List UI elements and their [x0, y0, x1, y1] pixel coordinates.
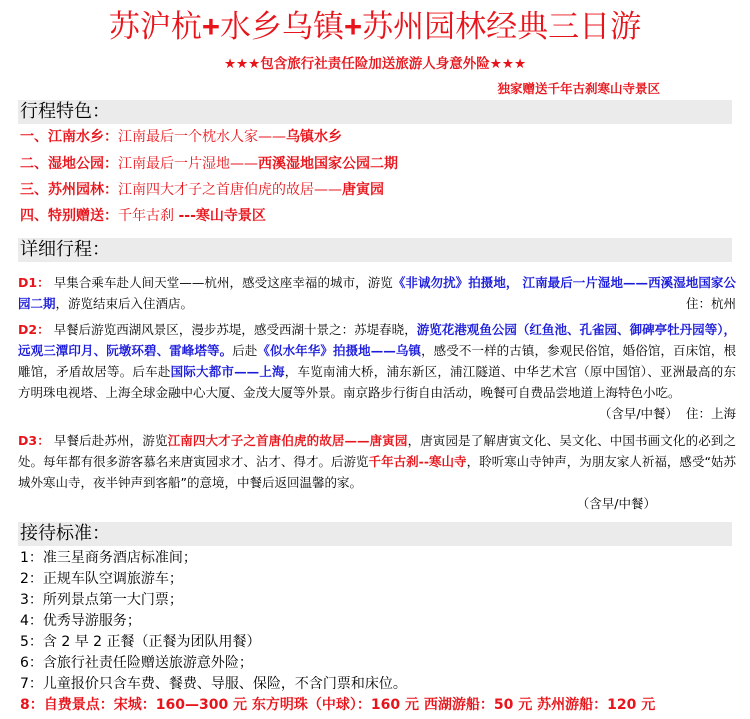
- standard-item-3: 3：所列景点第一大门票；: [20, 592, 183, 608]
- feature-item-2: 二、湿地公园：江南最后一片湿地——西溪湿地国家公园二期: [20, 156, 398, 172]
- stars-left-icon: ★★★: [223, 56, 261, 72]
- subtitle: ★★★包含旅行社责任险加送旅游人身意外险★★★: [223, 56, 527, 72]
- gift-note: 独家赠送千年古刹寒山寺景区: [497, 81, 660, 96]
- standard-item-4: 4：优秀导游服务；: [20, 613, 141, 629]
- itinerary-heading: 详细行程：: [18, 238, 732, 262]
- standard-item-8: 8：自费景点：宋城：160—300 元 东方明珠（中球）：160 元 西湖游船：50 元 苏州游船：120 元: [20, 697, 656, 713]
- standard-item-6: 6：含旅行社责任险赠送旅游意外险；: [20, 655, 253, 671]
- standards-heading: 接待标准：: [18, 522, 732, 546]
- day-1: D1： 早集合乘车赴人间天堂——杭州，感受这座幸福的城市，游览《非诚勿扰》拍摄地， 江南最后一片湿地——西溪湿地国家公园二期，游览结束后入住酒店。 住：杭州: [18, 275, 736, 311]
- stars-right-icon: ★★★: [489, 56, 527, 72]
- day-3: D3： 早餐后赴苏州，游览江南四大才子之首唐伯虎的故居——唐寅园，唐寅园是了解唐寅文化、吴文化、中国书画文化的必到之处。每年都有很多游客慕名来唐寅园求才、沾才、得才。后游览千年古刹--寒山寺，聆听寒山寺钟声，为朋友家人祈福，感受“姑苏城外寒山寺，夜半钟声到客船”的意境，中餐后返回温馨的家。 （含早/中餐）: [18, 433, 736, 511]
- standard-item-5: 5：含 2 早 2 正餐（正餐为团队用餐）: [20, 634, 261, 650]
- standard-item-7: 7：儿童报价只含车费、餐费、导服、保险，不含门票和床位。: [20, 676, 407, 692]
- day-2: D2： 早餐后游览西湖风景区，漫步苏堤，感受西湖十景之：苏堤春晓，游览花港观鱼公园（红鱼池、孔雀园、御碑亭牡丹园等），远观三潭印月、阮墩环碧、雷峰塔等。后赴《似水年华》拍摄地——乌镇，感受不一样的古镇，参观民俗馆，婚俗馆，百床馆，根雕馆，矛盾故居等。后车赴国际大都市——上海，车览南浦大桥，浦东新区，浦江隧道、中华艺术宫（原中国馆）、亚洲最高的东方明珠电视塔、上海全球金融中心大厦、金茂大厦等外景。南京路步行街自由活动，晚餐可自费品尝地道上海特色小吃。 （含早/中餐） 住：上海: [18, 322, 736, 421]
- features-heading: 行程特色：: [18, 100, 732, 124]
- feature-item-1: 一、江南水乡：江南最后一个枕水人家——乌镇水乡: [20, 129, 342, 145]
- feature-item-3: 三、苏州园林：江南四大才子之首唐伯虎的故居——唐寅园: [20, 182, 384, 198]
- page-title: 苏沪杭+水乡乌镇+苏州园林经典三日游: [108, 9, 642, 45]
- standard-item-2: 2：正规车队空调旅游车；: [20, 571, 183, 587]
- standard-item-1: 1：准三星商务酒店标准间；: [20, 550, 197, 566]
- feature-item-4: 四、特别赠送：千年古刹 ---寒山寺景区: [20, 208, 266, 224]
